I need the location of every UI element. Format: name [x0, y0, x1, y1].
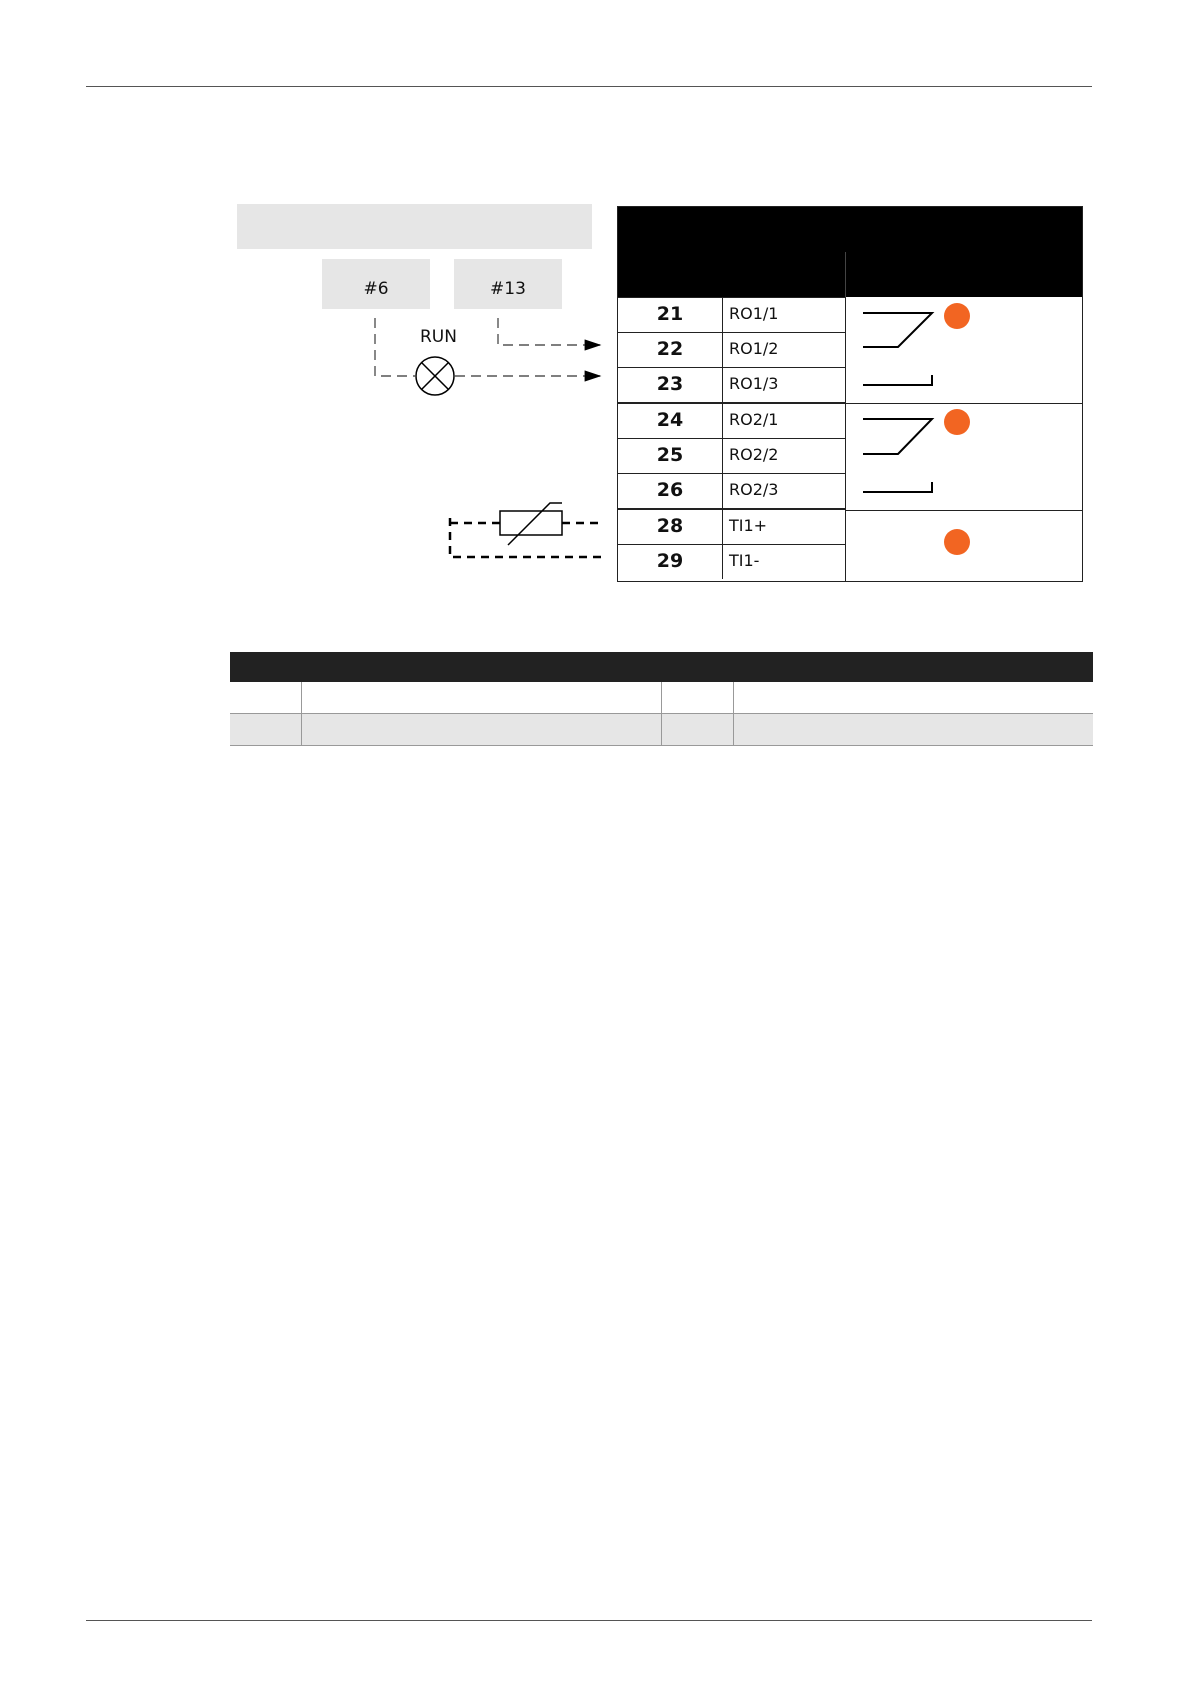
- io-table-column-header: [618, 252, 1082, 297]
- table-row: [230, 714, 1093, 746]
- terminal-row-29: [618, 544, 845, 579]
- table-cell: [230, 714, 302, 745]
- terminal-row-28: [618, 509, 845, 544]
- table-cell: [302, 682, 662, 713]
- tag-13: #13: [454, 259, 562, 309]
- table-cell: [734, 714, 1093, 745]
- note-marker-dot: [944, 303, 970, 329]
- table-cell: [662, 714, 734, 745]
- wire-6: [375, 318, 415, 376]
- terminal-number: 29: [656, 550, 684, 572]
- table-cell: [662, 682, 734, 713]
- footer-rule: [86, 1620, 1092, 1621]
- terminal-signal: RO2/2: [722, 439, 845, 473]
- relay-2-function-cell: [845, 403, 1082, 510]
- terminal-number: 21: [656, 303, 684, 325]
- terminal-row-24: [618, 403, 845, 438]
- terminal-number: 23: [656, 373, 684, 395]
- table-cell: [302, 714, 662, 745]
- terminal-signal: RO1/3: [722, 368, 845, 402]
- terminal-row-21: [618, 297, 845, 332]
- terminal-number: 25: [656, 444, 684, 466]
- relay-1-function-cell: [845, 297, 1082, 403]
- terminal-signal: RO2/3: [722, 474, 845, 508]
- run-lamp-label: RUN: [420, 327, 457, 347]
- terminal-signal: RO1/2: [722, 333, 845, 367]
- io-table-title-bar: [618, 207, 1082, 252]
- table-cell: [230, 682, 302, 713]
- legend-table: [230, 652, 1093, 746]
- terminal-signal: RO2/1: [722, 404, 845, 438]
- thermistor-function-cell: [845, 510, 1082, 582]
- terminal-row-25: [618, 438, 845, 473]
- terminal-row-26: [618, 473, 845, 508]
- terminal-row-23: [618, 367, 845, 402]
- table-cell: [734, 682, 1093, 713]
- wire-13: [498, 318, 600, 345]
- note-marker-dot: [944, 529, 970, 555]
- note-marker-dot: [944, 409, 970, 435]
- thermistor-icon: [500, 503, 562, 545]
- terminal-signal: RO1/1: [722, 298, 845, 332]
- terminal-signal: TI1-: [722, 545, 845, 579]
- terminal-number: 28: [656, 515, 684, 537]
- terminal-number: 24: [656, 409, 684, 431]
- legend-table-header: [230, 652, 1093, 682]
- terminal-signal: TI1+: [722, 510, 845, 544]
- terminal-number: 26: [656, 479, 684, 501]
- table-row: [230, 682, 1093, 714]
- terminal-number: 22: [656, 338, 684, 360]
- tag-6: #6: [322, 259, 430, 309]
- io-terminal-table: [617, 206, 1083, 582]
- terminal-row-22: [618, 332, 845, 367]
- lamp-icon: [416, 357, 454, 395]
